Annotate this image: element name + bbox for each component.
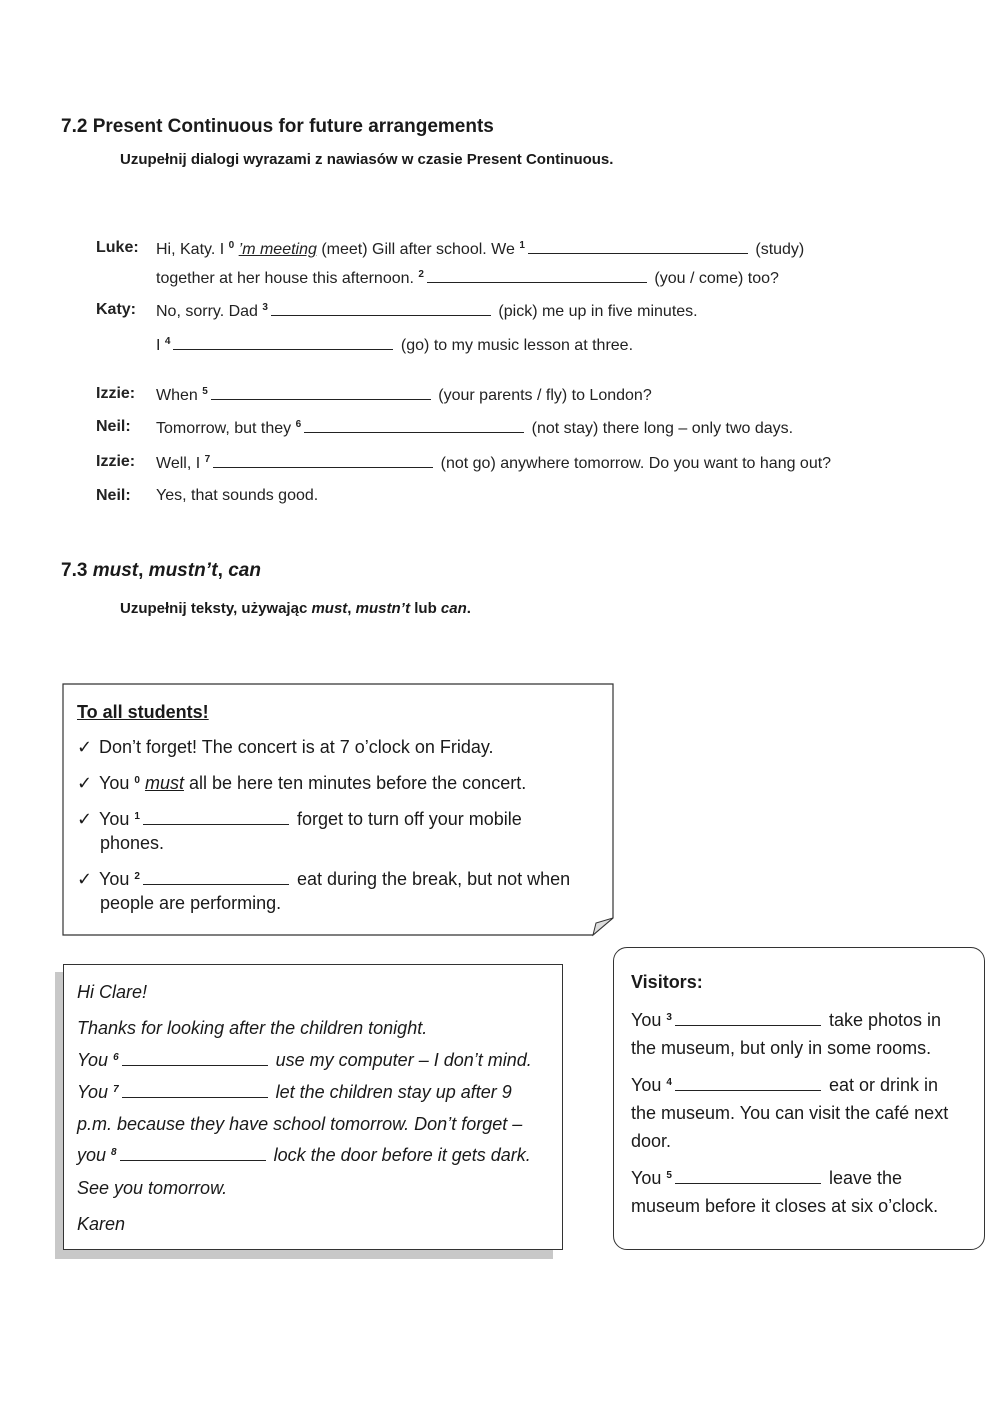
checkmark-icon: ✓ — [77, 809, 93, 829]
visitors-line: the museum. You can visit the café next — [631, 1103, 949, 1123]
gap-number: 7 — [204, 454, 211, 465]
gap-number: 3 — [666, 1012, 672, 1023]
dialog-line: When $^5$ (your parents / fly) to London? — [156, 386, 652, 404]
speaker-label: Izzie: — [96, 385, 136, 402]
note-line: you $^8$ lock the door before it gets dark. — [77, 1145, 531, 1165]
notice-item: ✓ You $^0$ must all be here ten minutes before the concert. — [77, 773, 527, 793]
gap-number: 4 — [666, 1077, 672, 1088]
visitors-line: You $^4$ eat or drink in — [631, 1075, 939, 1095]
speaker-label: Neil: — [96, 418, 131, 435]
visitors-heading: Visitors: — [631, 972, 703, 992]
answer-blank[interactable] — [213, 453, 433, 468]
section-title-7-2: 7.2 Present Continuous for future arrangements — [61, 116, 494, 137]
dialog-line — [96, 301, 136, 319]
answer-blank[interactable] — [528, 239, 748, 254]
answer-blank[interactable] — [675, 1011, 821, 1026]
answer-blank[interactable] — [211, 385, 431, 400]
answer-blank[interactable] — [143, 810, 289, 825]
note-greeting: Hi Clare! — [77, 982, 148, 1002]
dialog-line — [96, 239, 139, 257]
answer-blank[interactable] — [427, 268, 647, 283]
gap-number: 2 — [134, 871, 140, 882]
speaker-label: Izzie: — [96, 453, 136, 470]
gap-number: 8 — [111, 1147, 117, 1158]
dialog-line — [96, 385, 135, 403]
gap-number: 3 — [262, 302, 268, 313]
answer-blank[interactable] — [173, 335, 393, 350]
note-box — [63, 964, 563, 1250]
section-instruction-7-2: Uzupełnij dialogi wyrazami z nawiasów w czasie Present Continuous. — [120, 151, 614, 168]
notice-item: ✓ You $^2$ eat during the break, but not when — [77, 869, 571, 889]
gap-number: 1 — [519, 240, 525, 251]
gap-number: 1 — [134, 811, 140, 822]
answer-blank[interactable] — [122, 1083, 268, 1098]
answer-blank[interactable] — [122, 1051, 268, 1066]
dialog-line: together at her house this afternoon. $^2$ (you / come) too? — [156, 269, 779, 287]
dialog-line: Tomorrow, but they $^6$ (not stay) there long – only two days. — [156, 419, 794, 437]
note-line: Thanks for looking after the children tonight. — [77, 1018, 428, 1038]
checkmark-icon: ✓ — [77, 737, 93, 757]
answer-blank[interactable] — [120, 1146, 266, 1161]
notice-item-continuation: phones. — [100, 833, 165, 853]
notice-item: ✓ You $^1$ forget to turn off your mobile — [77, 809, 522, 829]
notice-item: ✓ Don’t forget! The concert is at 7 o’clock on Friday. — [77, 737, 494, 757]
note-line: p.m. because they have school tomorrow. Don’t forget – — [77, 1114, 523, 1134]
gap-number: 6 — [113, 1052, 119, 1063]
answer-blank[interactable] — [304, 418, 524, 433]
dialog-line: No, sorry. Dad $^3$ (pick) me up in five minutes. — [156, 302, 698, 320]
answer-blank[interactable] — [675, 1169, 821, 1184]
dialog-line — [96, 487, 131, 505]
dialog-line: Well, I $^7$ (not go) anywhere tomorrow. Do you want to hang out? — [156, 454, 832, 472]
notice-item-continuation: people are performing. — [100, 893, 282, 913]
gap-number: 4 — [164, 336, 171, 347]
speaker-label: Luke: — [96, 239, 139, 256]
gap-number: 0 — [228, 240, 235, 251]
section-title-7-3: 7.3 must, mustn’t, can — [61, 560, 261, 581]
gap-number: 7 — [113, 1084, 119, 1095]
gap-number: 0 — [134, 775, 140, 786]
note-line: You $^6$ use my computer – I don’t mind. — [77, 1050, 532, 1070]
checkmark-icon: ✓ — [77, 869, 93, 889]
dialog-line: I $^4$ (go) to my music lesson at three. — [156, 336, 634, 354]
gap-number: 5 — [666, 1170, 672, 1181]
speaker-label: Katy: — [96, 301, 137, 318]
checkmark-icon: ✓ — [77, 773, 93, 793]
answer-blank[interactable] — [675, 1076, 821, 1091]
note-line: You $^7$ let the children stay up after 9 — [77, 1082, 512, 1102]
visitors-line: museum before it closes at six o’clock. — [631, 1196, 939, 1216]
gap-number: 2 — [418, 269, 424, 280]
dialog-line — [96, 418, 131, 436]
note-signature: Karen — [77, 1214, 126, 1234]
gap-number: 5 — [202, 386, 208, 397]
example-answer: must — [144, 773, 184, 793]
dialog-line: Yes, that sounds good. — [156, 487, 319, 504]
visitors-line: You $^3$ take photos in — [631, 1010, 942, 1030]
visitors-line: the museum, but only in some rooms. — [631, 1038, 932, 1058]
note-line: See you tomorrow. — [77, 1178, 228, 1198]
section-instruction-7-3: Uzupełnij teksty, używając must, mustn’t lub can. — [120, 600, 471, 617]
example-answer: ’m meeting — [238, 241, 317, 258]
visitors-line: door. — [631, 1131, 672, 1151]
visitors-line: You $^5$ leave the — [631, 1168, 903, 1188]
dialog-line — [96, 453, 135, 471]
answer-blank[interactable] — [271, 301, 491, 316]
speaker-label: Neil: — [96, 487, 131, 504]
dialog-line: Hi, Katy. I $^0$ ’m meeting (meet) Gill after school. We $^1$ (study) — [156, 240, 805, 258]
answer-blank[interactable] — [143, 870, 289, 885]
notice-heading: To all students! — [77, 702, 209, 722]
gap-number: 6 — [295, 419, 302, 430]
